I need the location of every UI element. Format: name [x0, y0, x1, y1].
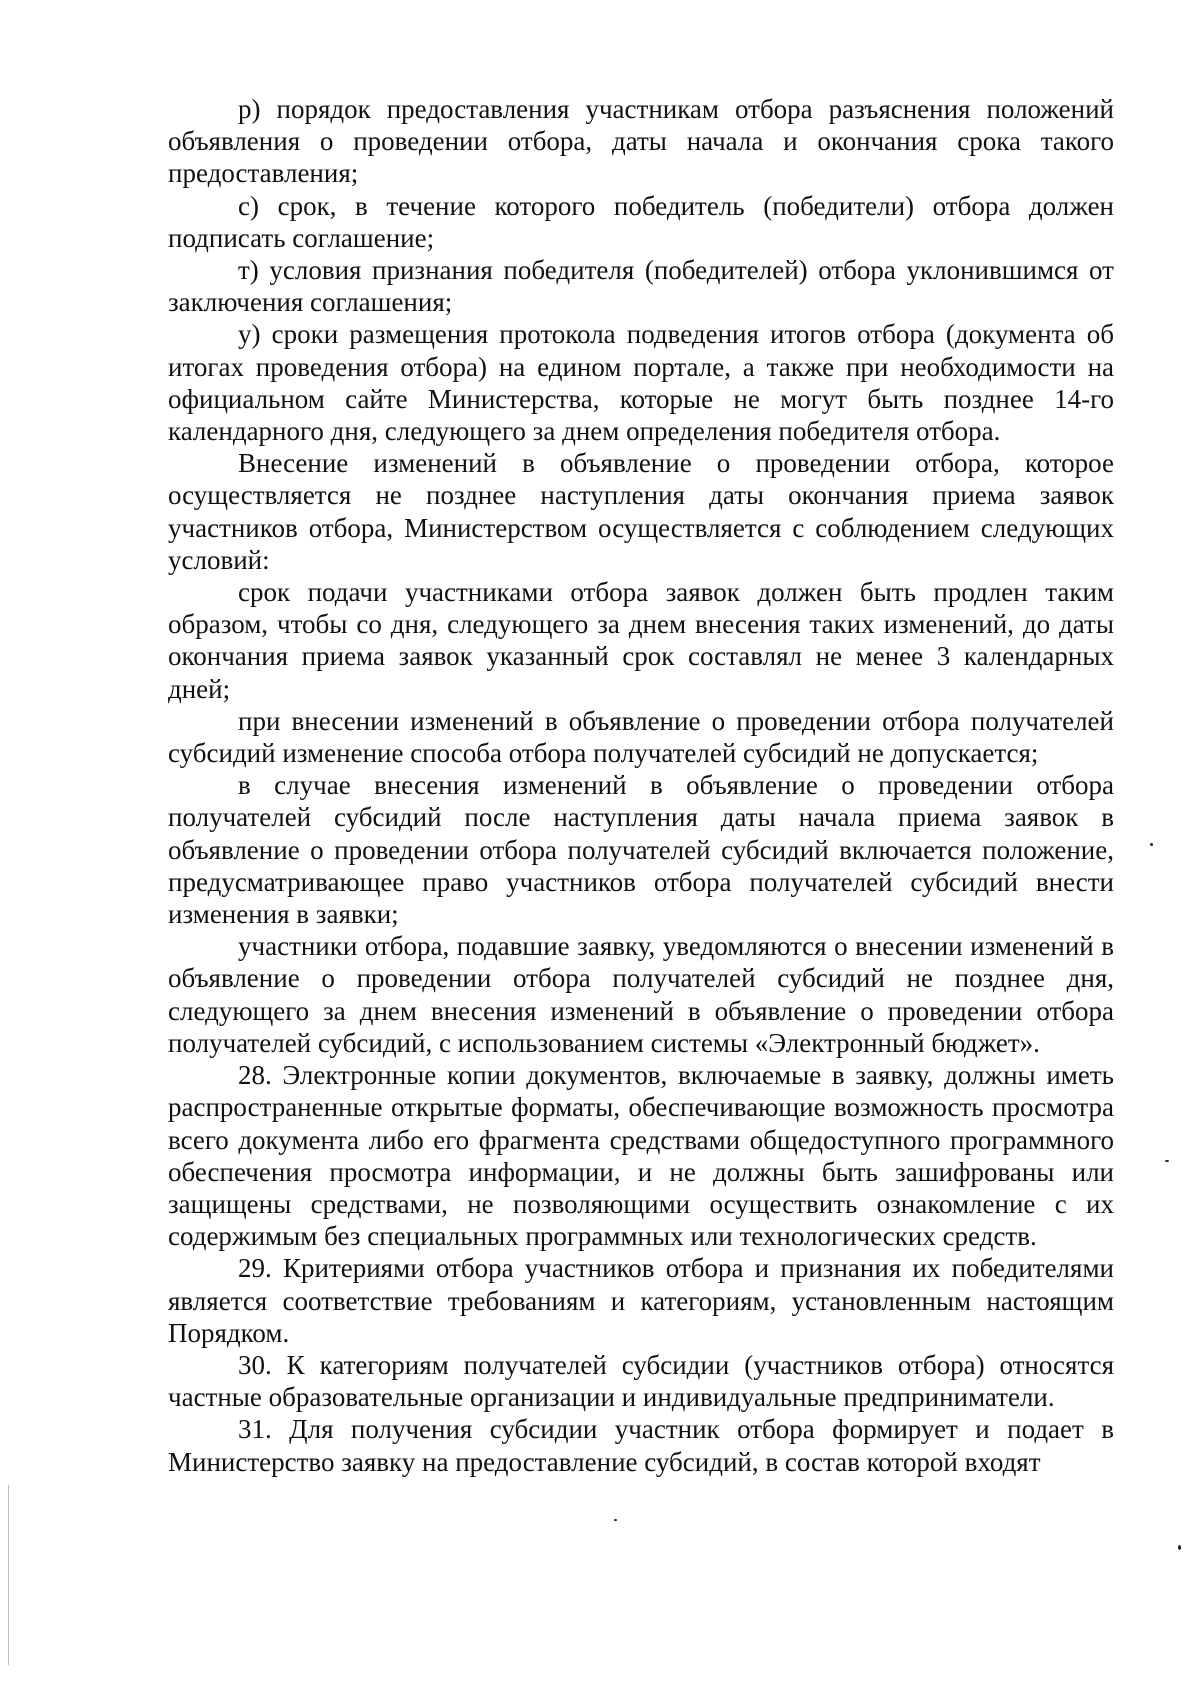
paragraph-r: р) порядок предоставления участникам отбора разъяснения положений объявления о проведении отбора, даты начала и окончания срока такого предоставления; [168, 94, 1114, 189]
paragraph-s: с) срок, в течение которого победитель (победители) отбора должен подписать соглашение; [168, 190, 1114, 253]
paragraph-t: т) условия признания победителя (победителей) отбора уклонившимся от заключения соглашения; [168, 255, 1114, 318]
paragraph-30: 30. К категориям получателей субсидии (участников отбора) относятся частные образовательные организации и индивидуальные предприниматели. [168, 1349, 1114, 1413]
paragraph-method-change: при внесении изменений в объявление о проведении отбора получателей субсидий изменение способа отбора получателей субсидий не допускается; [168, 705, 1114, 769]
paragraph-31: 31. Для получения субсидии участник отбора формирует и подает в Министерство заявку на предоставление субсидий, в состав которой входят [168, 1414, 1114, 1477]
paragraph-28: 28. Электронные копии документов, включаемые в заявку, должны иметь распространенные открытые форматы, обеспечивающие возможность просмотра всего документа либо его фрагмента средствами общедоступного программного обеспечения просмотра информации, и не должны быть зашифрованы или защищены средствами, не позволяющими осуществить ознакомление с их содержимым без специальных программных или технологических средств. [168, 1060, 1114, 1252]
paragraph-u: у) сроки размещения протокола подведения итогов отбора (документа об итогах проведения отбора) на едином портале, а также при необходимости на официальном сайте Министерства, которые не могут быть позднее 14-го календарного дня, следующего за днем определения победителя отбора. [168, 319, 1114, 447]
paragraph-amendments: Внесение изменений в объявление о проведении отбора, которое осуществляется не позднее наступления даты окончания приема заявок участников отбора, Министерством осуществляется с соблюдением следующих условий: [168, 448, 1114, 575]
document-body [168, 93, 1114, 1478]
paragraph-notification: участники отбора, подавшие заявку, уведомляются о внесении изменений в объявление о проведении отбора получателей субсидий не позднее дня, следующего за днем внесения изменений в объявление о проведении отбора получателей субсидий, с использованием системы «Электронный бюджет». [168, 931, 1114, 1058]
scan-margin-line [8, 1485, 9, 1665]
scan-speck [614, 1519, 617, 1521]
scan-speck [1150, 843, 1153, 846]
paragraph-deadline-extension: срок подачи участниками отбора заявок должен быть продлен таким образом, чтобы со дня, следующего за днем внесения таких изменений, до даты окончания приема заявок указанный срок составлял не менее 3 календарных дней; [168, 577, 1114, 704]
paragraph-after-start: в случае внесения изменений в объявление о проведении отбора получателей субсидий после наступления даты начала приема заявок в объявление о проведении отбора получателей субсидий включается положение, предусматривающее право участников отбора получателей субсидий внести изменения в заявки; [168, 770, 1114, 930]
scan-speck [1165, 1160, 1169, 1162]
paragraph-29: 29. Критериями отбора участников отбора и признания их победителями является соответствие требованиям и категориям, установленным настоящим Порядком. [168, 1253, 1114, 1348]
scan-speck [1178, 1545, 1181, 1550]
